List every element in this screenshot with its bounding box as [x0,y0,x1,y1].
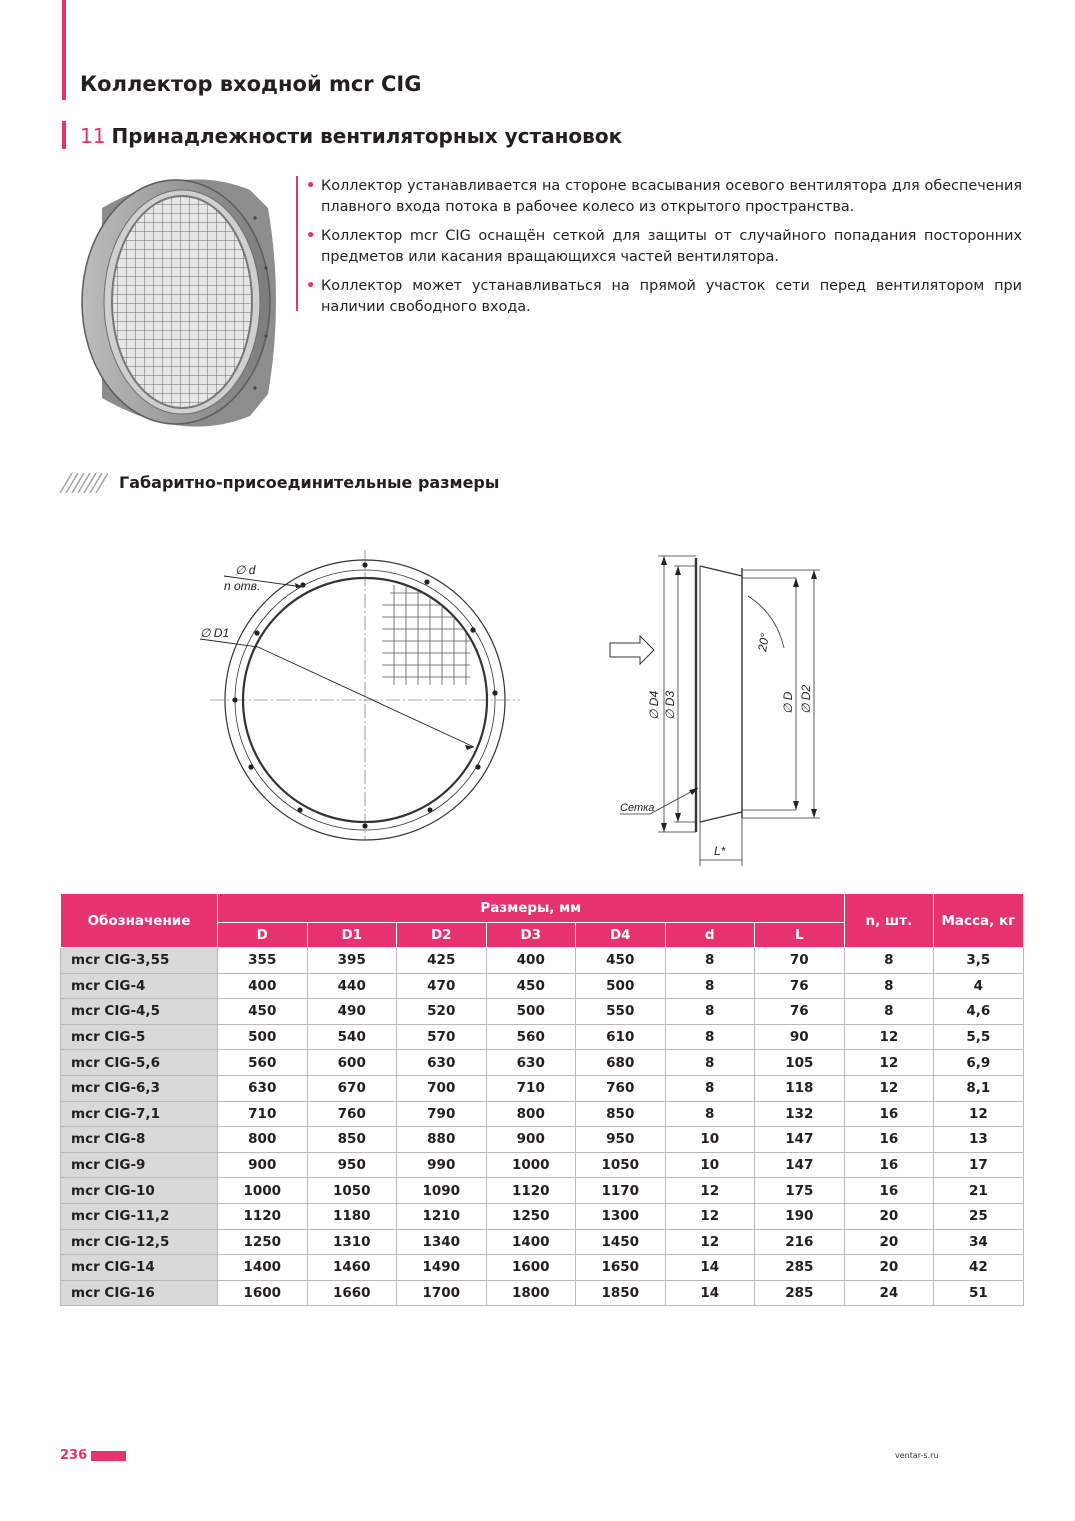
value-cell: 670 [307,1075,397,1101]
value-cell: 1250 [218,1229,308,1255]
value-cell: 1850 [576,1280,666,1306]
value-cell: 900 [486,1127,576,1153]
value-cell: 8 [665,1024,755,1050]
model-cell: mcr CIG-6,3 [61,1075,218,1101]
model-cell: mcr CIG-9 [61,1152,218,1178]
label-d: ∅ d [235,563,256,577]
value-cell: 8 [844,999,934,1025]
value-cell: 175 [755,1178,845,1204]
value-cell: 900 [218,1152,308,1178]
value-cell: 395 [307,948,397,974]
value-cell: 8 [665,973,755,999]
value-cell: 147 [755,1127,845,1153]
value-cell: 710 [218,1101,308,1127]
value-cell: 285 [755,1255,845,1281]
header-size-col: D1 [307,923,397,948]
table-row [61,1255,1024,1281]
value-cell: 76 [755,973,845,999]
dimensions-table [60,893,1024,1306]
value-cell: 1000 [486,1152,576,1178]
header-size-col: D2 [397,923,487,948]
value-cell: 12 [844,1075,934,1101]
value-cell: 1400 [486,1229,576,1255]
page-number-bar [91,1451,126,1461]
value-cell: 800 [486,1101,576,1127]
label-length: L* [714,844,726,858]
value-cell: 570 [397,1024,487,1050]
table-row [61,1203,1024,1229]
table-row [61,1127,1024,1153]
value-cell: 16 [844,1152,934,1178]
value-cell: 630 [397,1050,487,1076]
value-cell: 760 [307,1101,397,1127]
model-cell: mcr CIG-16 [61,1280,218,1306]
header-mass: Масса, кг [934,894,1024,948]
section-number: 11 [80,124,106,148]
section-title [80,124,622,148]
value-cell: 1800 [486,1280,576,1306]
label-d-main: ∅ D [781,691,795,714]
value-cell: 520 [397,999,487,1025]
value-cell: 550 [576,999,666,1025]
value-cell: 440 [307,973,397,999]
value-cell: 680 [576,1050,666,1076]
value-cell: 1300 [576,1203,666,1229]
value-cell: 1490 [397,1255,487,1281]
value-cell: 600 [307,1050,397,1076]
value-cell: 8 [665,948,755,974]
model-cell: mcr CIG-3,55 [61,948,218,974]
value-cell: 630 [486,1050,576,1076]
product-photo [72,168,292,436]
header-size-col: D [218,923,308,948]
value-cell: 12 [665,1203,755,1229]
value-cell: 1120 [218,1203,308,1229]
value-cell: 355 [218,948,308,974]
model-cell: mcr CIG-8 [61,1127,218,1153]
value-cell: 500 [576,973,666,999]
table-row [61,999,1024,1025]
value-cell: 1090 [397,1178,487,1204]
value-cell: 1600 [218,1280,308,1306]
value-cell: 760 [576,1075,666,1101]
value-cell: 24 [844,1280,934,1306]
value-cell: 850 [307,1127,397,1153]
value-cell: 285 [755,1280,845,1306]
front-view-drawing [190,545,530,845]
list-item: • Коллектор mcr CIG оснащён сеткой для защиты от случайного попадания посторонних предметов или касания вращающихся частей вентилятора. [306,228,1022,265]
value-cell: 42 [934,1255,1024,1281]
value-cell: 490 [307,999,397,1025]
value-cell: 13 [934,1127,1024,1153]
value-cell: 700 [397,1075,487,1101]
value-cell: 12 [665,1178,755,1204]
value-cell: 1310 [307,1229,397,1255]
page-number: 236 [60,1448,88,1463]
value-cell: 12 [844,1050,934,1076]
value-cell: 450 [486,973,576,999]
value-cell: 12 [844,1024,934,1050]
value-cell: 990 [397,1152,487,1178]
value-cell: 1210 [397,1203,487,1229]
value-cell: 147 [755,1152,845,1178]
value-cell: 20 [844,1203,934,1229]
header-size-col: L [755,923,845,948]
model-cell: mcr CIG-7,1 [61,1101,218,1127]
value-cell: 70 [755,948,845,974]
value-cell: 1650 [576,1255,666,1281]
value-cell: 21 [934,1178,1024,1204]
value-cell: 1120 [486,1178,576,1204]
value-cell: 850 [576,1101,666,1127]
value-cell: 16 [844,1178,934,1204]
table-row [61,1229,1024,1255]
value-cell: 10 [665,1152,755,1178]
bullet-icon: • [306,228,316,244]
model-cell: mcr CIG-4,5 [61,999,218,1025]
table-row [61,1280,1024,1306]
value-cell: 450 [218,999,308,1025]
table-row [61,1050,1024,1076]
value-cell: 8 [844,948,934,974]
value-cell: 1050 [576,1152,666,1178]
value-cell: 710 [486,1075,576,1101]
value-cell: 8,1 [934,1075,1024,1101]
model-cell: mcr CIG-12,5 [61,1229,218,1255]
value-cell: 14 [665,1280,755,1306]
label-mesh: Сетка [620,802,655,814]
label-d3: ∅ D3 [663,690,677,720]
value-cell: 20 [844,1255,934,1281]
value-cell: 76 [755,999,845,1025]
model-cell: mcr CIG-10 [61,1178,218,1204]
header-model: Обозначение [61,894,218,948]
model-cell: mcr CIG-11,2 [61,1203,218,1229]
value-cell: 1700 [397,1280,487,1306]
value-cell: 630 [218,1075,308,1101]
value-cell: 1050 [307,1178,397,1204]
table-row [61,1101,1024,1127]
value-cell: 560 [486,1024,576,1050]
value-cell: 425 [397,948,487,974]
header-n: n, шт. [844,894,934,948]
dimensions-title: Габаритно-присоединительные размеры [119,473,500,492]
model-cell: mcr CIG-14 [61,1255,218,1281]
table-row [61,973,1024,999]
label-n-holes: n отв. [224,579,261,593]
value-cell: 90 [755,1024,845,1050]
value-cell: 5,5 [934,1024,1024,1050]
value-cell: 105 [755,1050,845,1076]
value-cell: 1660 [307,1280,397,1306]
value-cell: 10 [665,1127,755,1153]
value-cell: 1340 [397,1229,487,1255]
value-cell: 4 [934,973,1024,999]
table-row [61,1152,1024,1178]
label-angle: 20° [755,632,773,653]
bullet-icon: • [306,278,316,294]
value-cell: 51 [934,1280,1024,1306]
value-cell: 470 [397,973,487,999]
table-row [61,948,1024,974]
side-view-drawing [600,548,840,870]
value-cell: 132 [755,1101,845,1127]
model-cell: mcr CIG-4 [61,973,218,999]
model-cell: mcr CIG-5 [61,1024,218,1050]
header-size-col: d [665,923,755,948]
value-cell: 190 [755,1203,845,1229]
value-cell: 8 [665,1050,755,1076]
value-cell: 610 [576,1024,666,1050]
value-cell: 1250 [486,1203,576,1229]
value-cell: 880 [397,1127,487,1153]
value-cell: 118 [755,1075,845,1101]
hatch-icon [60,473,108,493]
value-cell: 25 [934,1203,1024,1229]
value-cell: 216 [755,1229,845,1255]
header-size-col: D3 [486,923,576,948]
value-cell: 17 [934,1152,1024,1178]
value-cell: 1180 [307,1203,397,1229]
value-cell: 1000 [218,1178,308,1204]
value-cell: 8 [665,1101,755,1127]
value-cell: 12 [934,1101,1024,1127]
value-cell: 500 [486,999,576,1025]
value-cell: 1170 [576,1178,666,1204]
bullet-icon: • [306,178,316,194]
list-item: • Коллектор может устанавливаться на прямой участок сети перед вентилятором при наличии свободного входа. [306,278,1022,315]
label-d1: ∅ D1 [200,626,230,640]
value-cell: 560 [218,1050,308,1076]
value-cell: 400 [218,973,308,999]
table-row [61,1024,1024,1050]
section-accent-bar [62,121,66,149]
value-cell: 16 [844,1101,934,1127]
value-cell: 450 [576,948,666,974]
header-sizes: Размеры, мм [218,894,845,923]
value-cell: 12 [665,1229,755,1255]
description-list [306,176,1022,326]
value-cell: 4,6 [934,999,1024,1025]
value-cell: 8 [665,999,755,1025]
value-cell: 1400 [218,1255,308,1281]
value-cell: 14 [665,1255,755,1281]
value-cell: 6,9 [934,1050,1024,1076]
model-cell: mcr CIG-5,6 [61,1050,218,1076]
value-cell: 8 [844,973,934,999]
value-cell: 1460 [307,1255,397,1281]
website-url: ventar-s.ru [895,1451,939,1460]
value-cell: 950 [307,1152,397,1178]
value-cell: 790 [397,1101,487,1127]
value-cell: 400 [486,948,576,974]
label-d2: ∅ D2 [799,684,813,714]
value-cell: 950 [576,1127,666,1153]
value-cell: 540 [307,1024,397,1050]
title-accent-line [62,0,66,100]
value-cell: 16 [844,1127,934,1153]
value-cell: 1600 [486,1255,576,1281]
label-d4: ∅ D4 [647,690,661,720]
value-cell: 34 [934,1229,1024,1255]
table-row [61,1075,1024,1101]
value-cell: 500 [218,1024,308,1050]
value-cell: 8 [665,1075,755,1101]
value-cell: 1450 [576,1229,666,1255]
section-title-text: Принадлежности вентиляторных установок [111,124,623,148]
description-accent-bar [296,176,298,311]
value-cell: 20 [844,1229,934,1255]
value-cell: 3,5 [934,948,1024,974]
header-size-col: D4 [576,923,666,948]
dimensions-table-container [60,893,1022,1306]
value-cell: 800 [218,1127,308,1153]
table-row [61,1178,1024,1204]
page-title: Коллектор входной mcr CIG [80,72,422,96]
list-item: • Коллектор устанавливается на стороне всасывания осевого вентилятора для обеспечения плавного входа потока в рабочее колесо из открытого пространства. [306,178,1022,215]
